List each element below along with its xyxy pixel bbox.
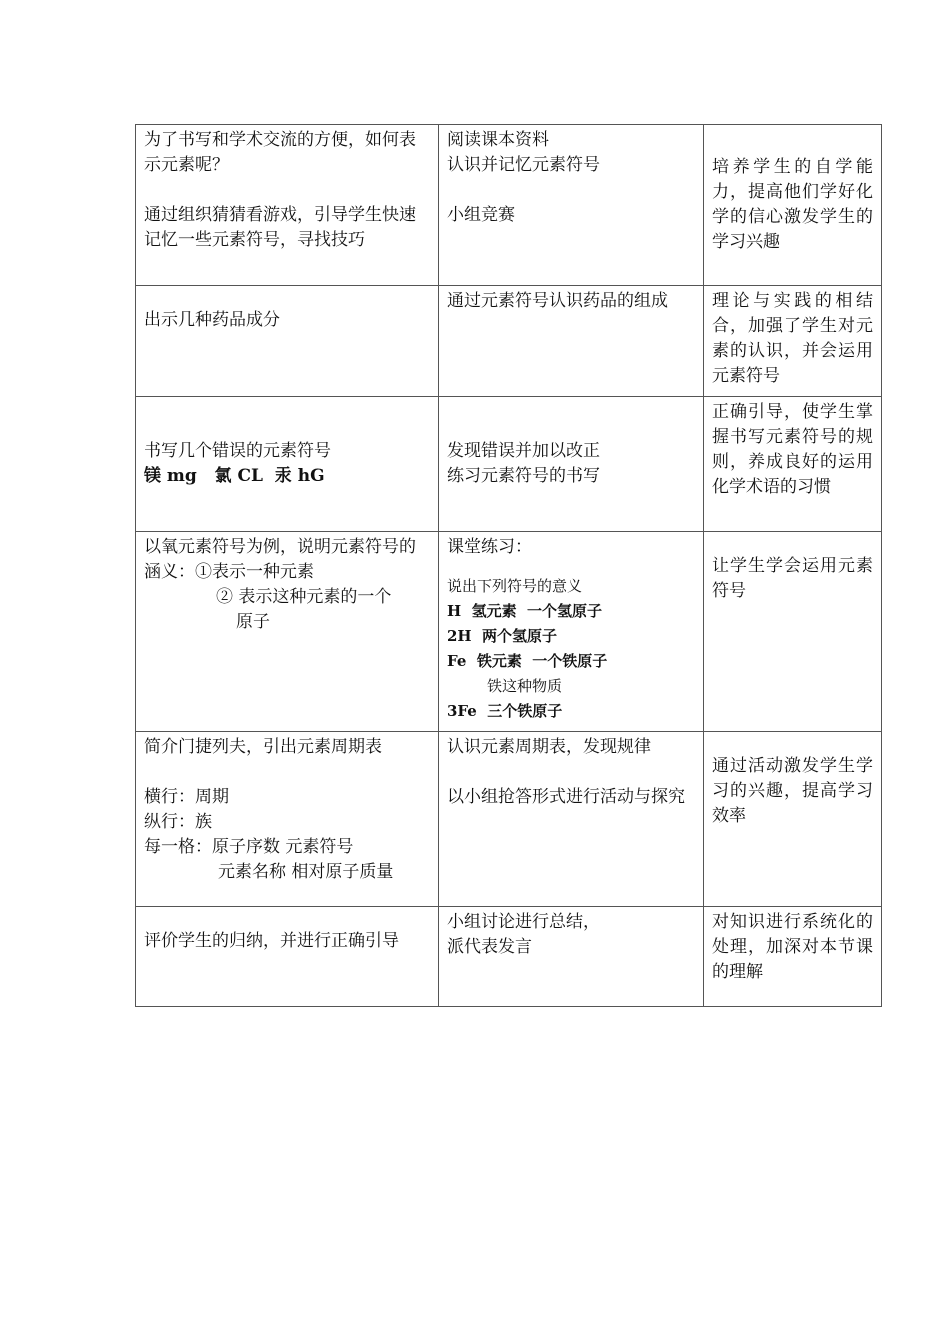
- table-row: [136, 286, 882, 397]
- design-purpose-cell: [704, 907, 882, 1007]
- table-row: [136, 732, 882, 907]
- cell-text: 通过活动激发学生学习的兴趣，提高学习效率: [712, 756, 873, 826]
- table-row: [136, 907, 882, 1007]
- cell-text: 培养学生的自学能力，提高他们学好化学的信心激发学生的学习兴趣: [712, 157, 873, 252]
- list-item: Fe 铁元素 一个铁原子: [447, 652, 608, 670]
- cell-text: 小组竞赛: [447, 205, 515, 225]
- cell-text: 理论与实践的相结合，加强了学生对元素的认识，并会运用元素符号: [712, 291, 873, 386]
- cell-text: 出示几种药品成分: [144, 310, 280, 330]
- design-purpose-cell: [704, 732, 882, 907]
- cell-text: 镁 mg 氯 CL 汞 hG: [144, 466, 325, 486]
- cell-text: 纵行：族: [144, 812, 212, 832]
- design-purpose-cell: [704, 397, 882, 532]
- cell-text: 元素名称 相对原子质量: [218, 862, 394, 882]
- cell-text: 对知识进行系统化的处理，加深对本节课的理解: [712, 912, 873, 982]
- cell-text: 让学生学会运用元素符号: [712, 556, 873, 601]
- cell-text: 横行：周期: [144, 787, 229, 807]
- list-item: 2H 两个氢原子: [447, 627, 558, 645]
- cell-text: 简介门捷列夫，引出元素周期表: [144, 737, 382, 757]
- cell-text: 以氧元素符号为例，说明元素符号的涵义：①表示一种元素: [144, 537, 416, 582]
- cell-text: 正确引导，使学生掌握书写元素符号的规则，养成良好的运用化学术语的习惯: [712, 402, 873, 497]
- teacher-activity-cell: [136, 732, 439, 907]
- cell-text: 派代表发言: [447, 937, 532, 957]
- cell-text: 发现错误并加以改正: [447, 441, 600, 461]
- student-activity-cell: [439, 397, 704, 532]
- student-activity-cell: [439, 286, 704, 397]
- teacher-activity-cell: [136, 907, 439, 1007]
- cell-text: 说出下列符号的意义: [447, 577, 583, 595]
- design-purpose-cell: [704, 125, 882, 286]
- table-row: [136, 532, 882, 732]
- cell-text: 课堂练习：: [447, 537, 532, 557]
- table-row: [136, 125, 882, 286]
- student-activity-cell: [439, 125, 704, 286]
- list-item: 铁这种物质: [487, 677, 563, 695]
- cell-text: 认识并记忆元素符号: [447, 155, 600, 175]
- cell-text: 练习元素符号的书写: [447, 466, 600, 486]
- cell-text: 小组讨论进行总结，: [447, 912, 600, 932]
- cell-text: 通过组织猜猜看游戏，引导学生快速记忆一些元素符号，寻找技巧: [144, 205, 416, 250]
- design-purpose-cell: [704, 532, 882, 732]
- design-purpose-cell: [704, 286, 882, 397]
- lesson-plan-table: [135, 124, 882, 1007]
- teacher-activity-cell: [136, 286, 439, 397]
- cell-text: 每一格：原子序数 元素符号: [144, 837, 354, 857]
- cell-text: 认识元素周期表，发现规律: [447, 737, 651, 757]
- table-row: [136, 397, 882, 532]
- cell-text: 书写几个错误的元素符号: [144, 441, 331, 461]
- cell-text: 阅读课本资料: [447, 130, 549, 150]
- list-item: H 氢元素 一个氢原子: [447, 602, 603, 620]
- list-item: 3Fe 三个铁原子: [447, 702, 563, 720]
- student-activity-cell: [439, 732, 704, 907]
- student-activity-cell: [439, 532, 704, 732]
- cell-text: ② 表示这种元素的一个: [216, 587, 392, 607]
- cell-text: 以小组抢答形式进行活动与探究: [447, 787, 685, 807]
- cell-text: 评价学生的归纳，并进行正确引导: [144, 931, 399, 951]
- cell-text: 为了书写和学术交流的方便，如何表示元素呢？: [144, 130, 416, 175]
- cell-text: 通过元素符号认识药品的组成: [447, 291, 668, 311]
- cell-text: 原子: [236, 612, 270, 632]
- teacher-activity-cell: [136, 532, 439, 732]
- teacher-activity-cell: [136, 397, 439, 532]
- student-activity-cell: [439, 907, 704, 1007]
- teacher-activity-cell: [136, 125, 439, 286]
